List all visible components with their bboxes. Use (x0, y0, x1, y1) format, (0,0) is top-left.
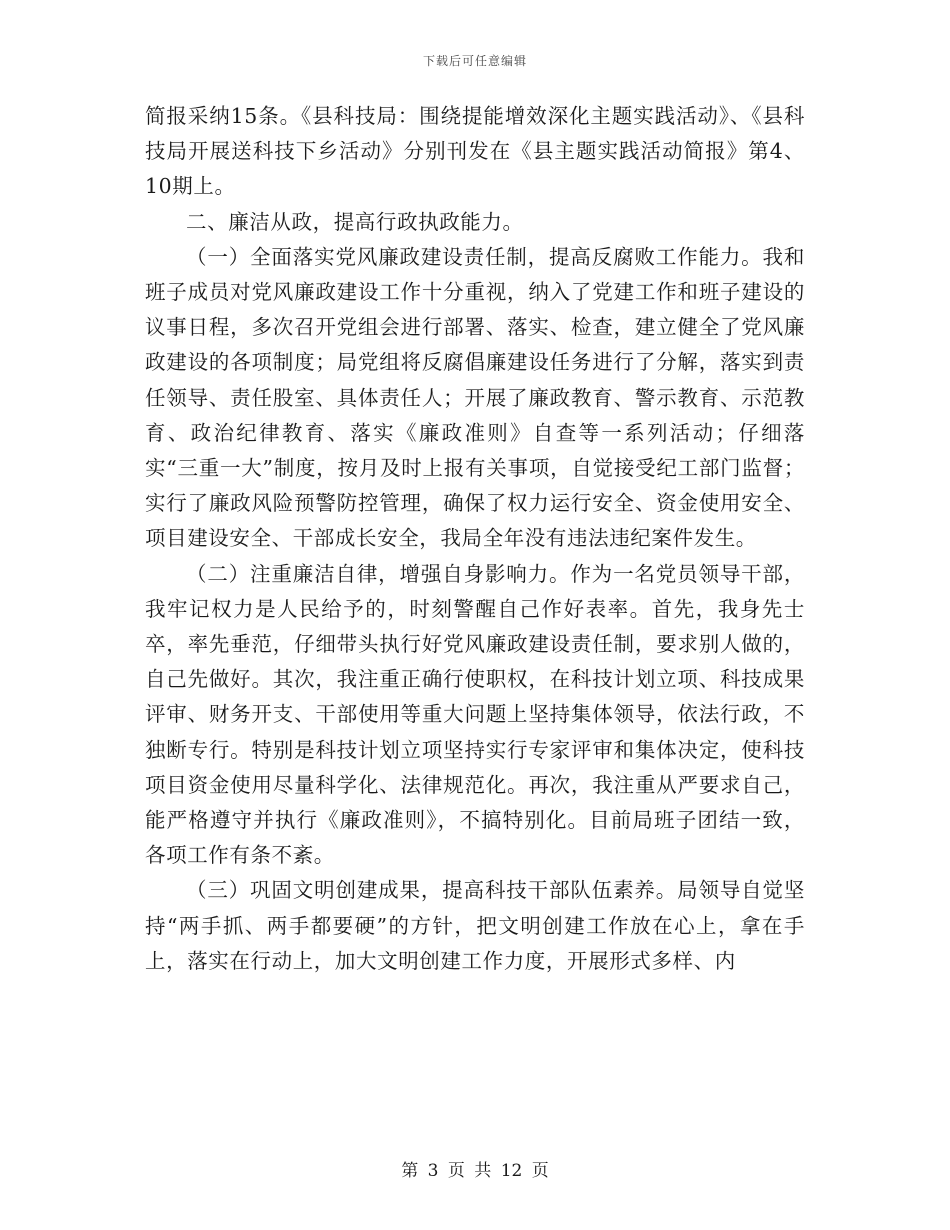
document-body (145, 99, 805, 979)
paragraph: （一）全面落实党风廉政建设责任制，提高反腐败工作能力。我和班子成员对党风廉政建设工作十分重视，纳入了党建工作和班子建设的议事日程，多次召开党组会进行部署、落实、检查，建立健全了党风廉政建设的各项制度；局党组将反腐倡廉建设任务进行了分解，落实到责任领导、责任股室、具体责任人；开展了廉政教育、警示教育、示范教育、政治纪律教育、落实《廉政准则》自查等一系列活动；仔细落实“三重一大”制度，按月及时上报有关事项，自觉接受纪工部门监督；实行了廉政风险预警防控管理，确保了权力运行安全、资金使用安全、项目建设安全、干部成长安全，我局全年没有违法违纪案件发生。 (145, 244, 805, 551)
page-header: 下载后可任意编辑 (422, 54, 527, 68)
paragraph: 简报采纳15条。《县科技局：围绕提能增效深化主题实践活动》、《县科技局开展送科技下乡活动》分别刊发在《县主题实践活动简报》第4、10期上。 (145, 104, 805, 199)
section-heading: 二、廉洁从政，提高行政执政能力。 (186, 209, 524, 234)
paragraph: （二）注重廉洁自律，增强自身影响力。作为一名党员领导干部，我牢记权力是人民给予的，时刻警醒自己作好表率。首先，我身先士卒，率先垂范，仔细带头执行好党风廉政建设责任制，要求别人做的，自己先做好。其次，我注重正确行使职权，在科技计划立项、科技成果评审、财务开支、干部使用等重大问题上坚持集体领导，依法行政，不独断专行。特别是科技计划立项坚持实行专家评审和集体决定，使科技项目资金使用尽量科学化、法律规范化。再次，我注重从严要求自己，能严格遵守并执行《廉政准则》，不搞特别化。目前局班子团结一致，各项工作有条不紊。 (145, 561, 805, 868)
paragraph: （三）巩固文明创建成果，提高科技干部队伍素养。局领导自觉坚持“两手抓、两手都要硬”的方针，把文明创建工作放在心上，拿在手上，落实在行动上，加大文明创建工作力度，开展形式多样、内 (145, 878, 805, 973)
page-footer: 第 3 页 共 12 页 (401, 1161, 549, 1181)
